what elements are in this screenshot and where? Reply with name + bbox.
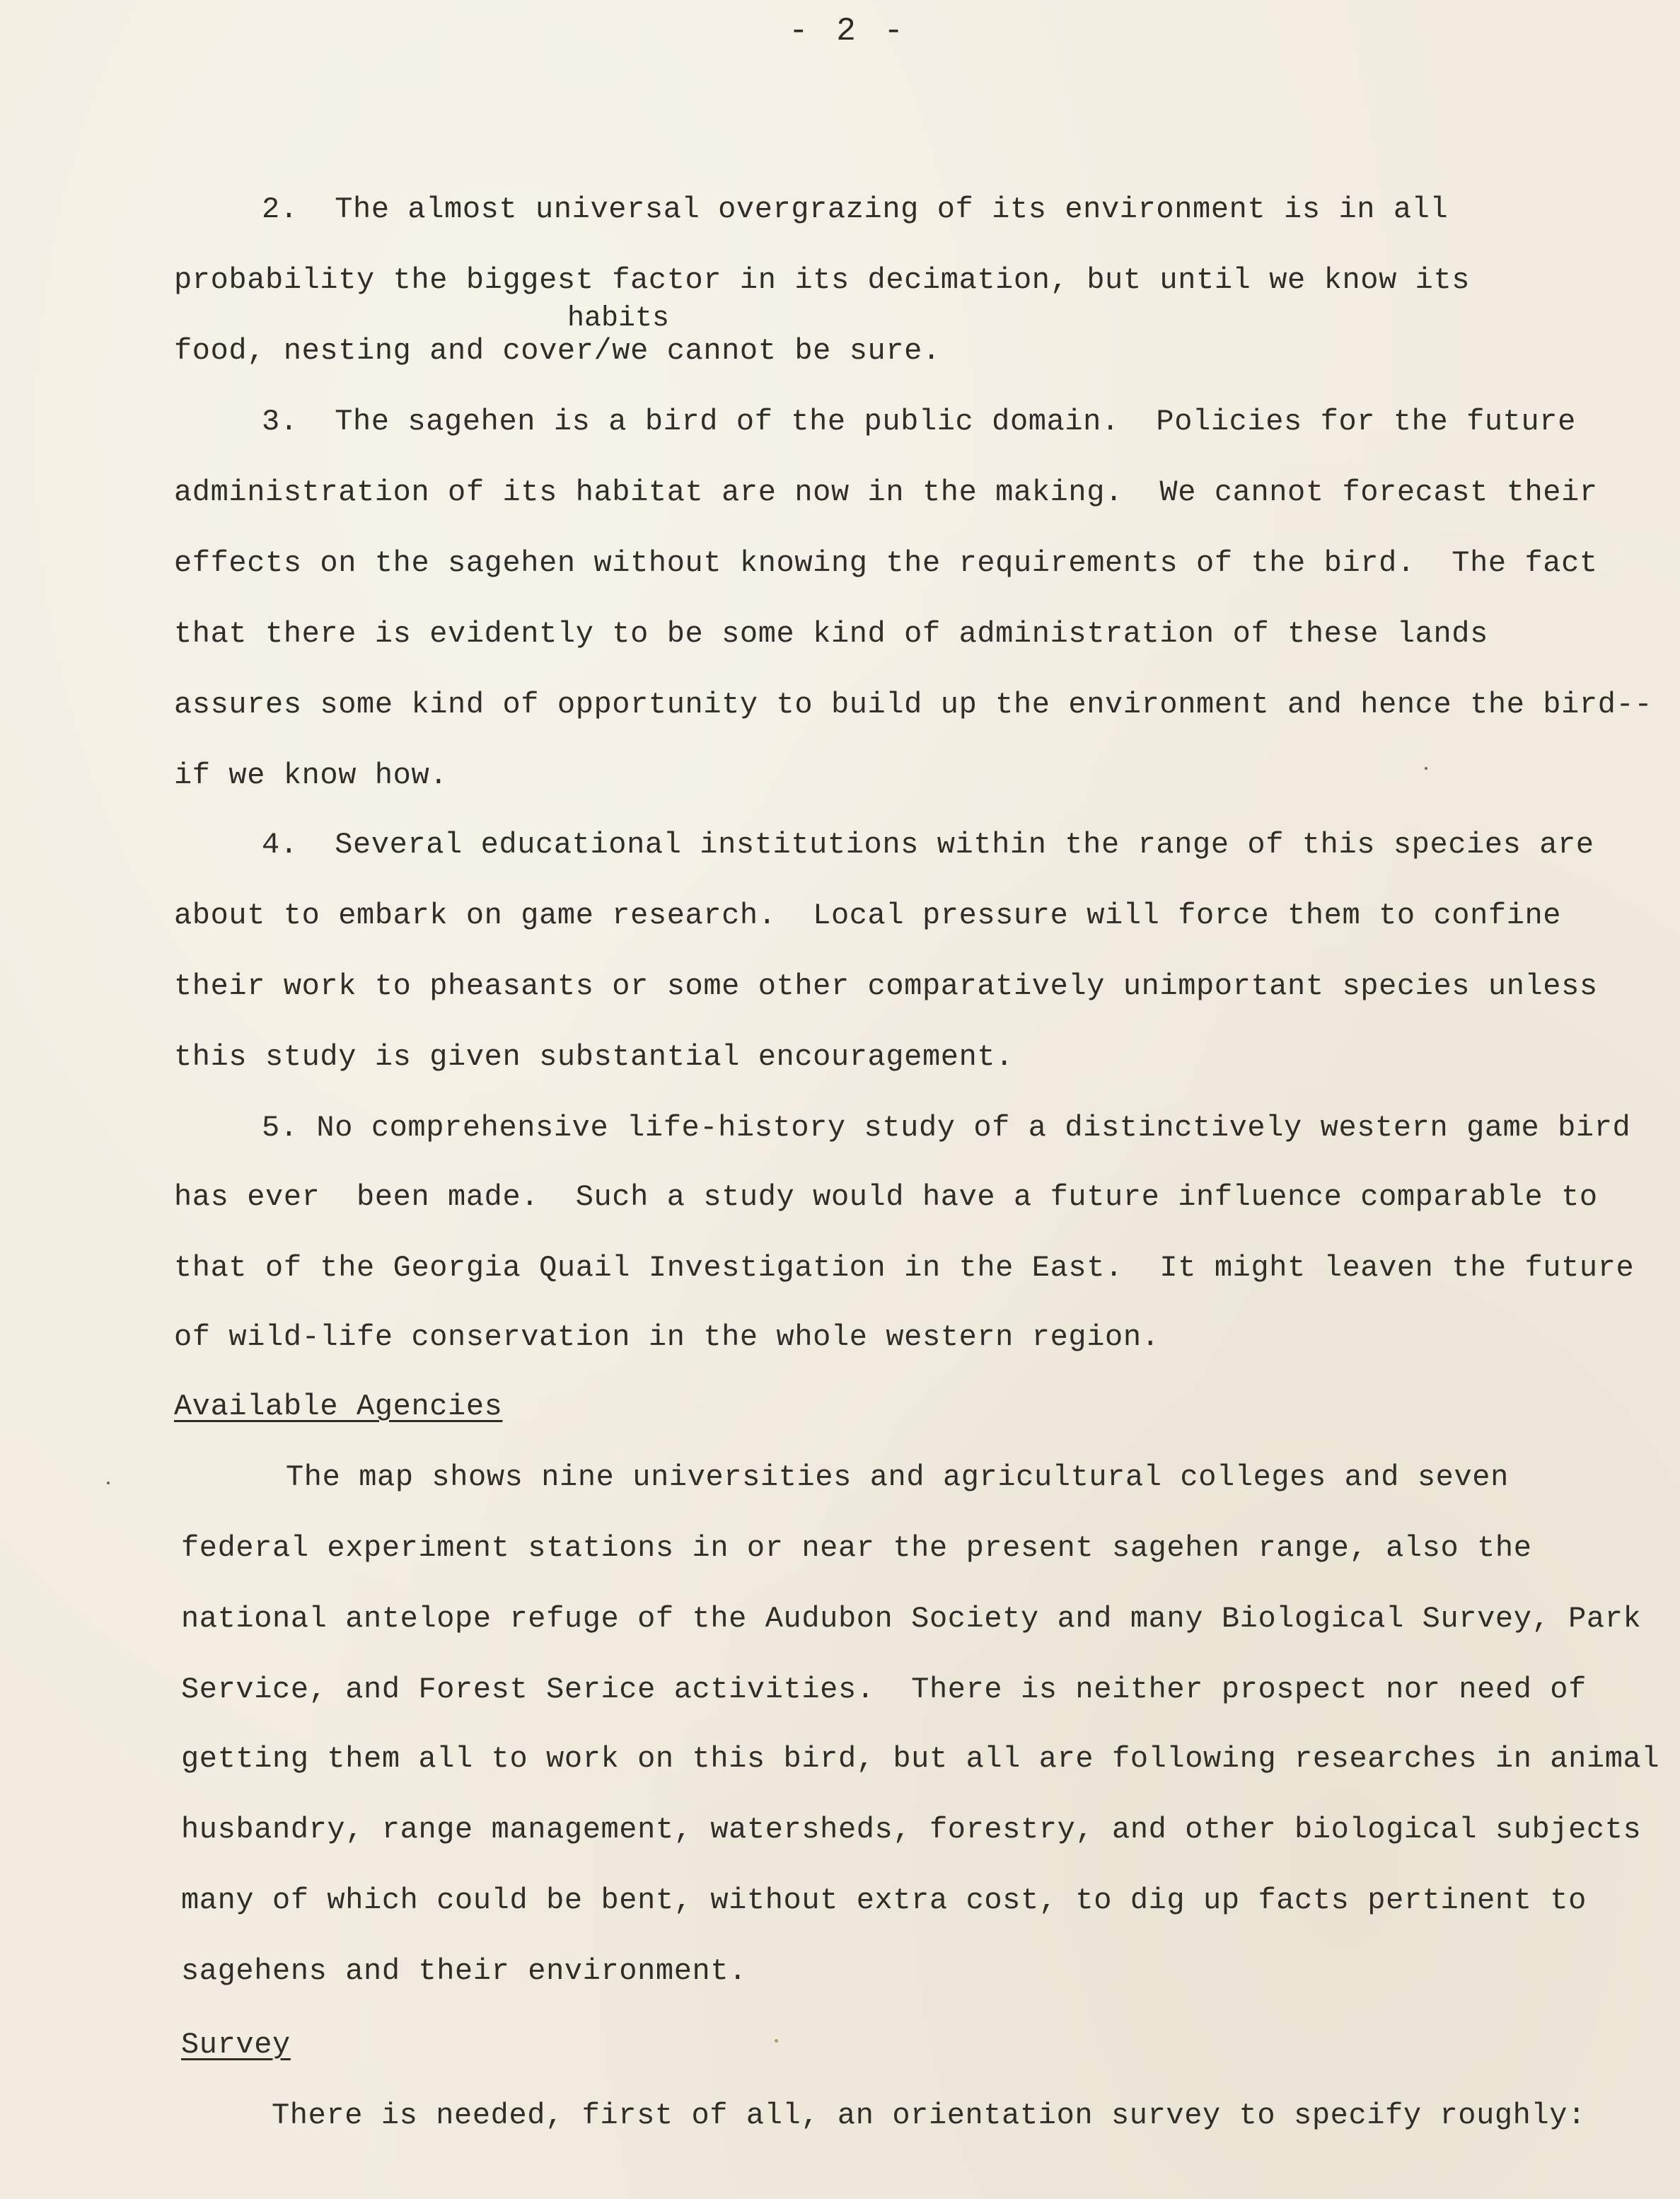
paragraph-3-line-2: administration of its habitat are now in the making. We cannot forecast their	[174, 475, 1598, 509]
paragraph-3-line-1: 3. The sagehen is a bird of the public domain. Policies for the future	[262, 405, 1576, 439]
paragraph-5-line-3: that of the Georgia Quail Investigation in the East. It might leaven the future	[174, 1251, 1635, 1285]
page-number: - 2 -	[789, 13, 908, 50]
section-heading-survey: Survey	[181, 2028, 291, 2062]
survey-line-1: There is needed, first of all, an orientation survey to specify roughly:	[272, 2099, 1586, 2132]
paragraph-3-line-4: that there is evidently to be some kind of administration of these lands	[174, 617, 1488, 651]
agencies-line-4: Service, and Forest Serice activities. There is neither prospect nor need of	[181, 1673, 1587, 1707]
paper-speck	[775, 2039, 778, 2043]
paragraph-4-line-1: 4. Several educational institutions within the range of this species are	[262, 828, 1594, 862]
paragraph-5-line-1: 5. No comprehensive life-history study of a distinctively western game bird	[262, 1111, 1631, 1145]
paragraph-5-line-4: of wild-life conservation in the whole western region.	[174, 1320, 1160, 1354]
paragraph-3-line-5: assures some kind of opportunity to build up the environment and hence the bird--	[174, 688, 1653, 722]
handwritten-insertion: habits	[567, 303, 670, 335]
section-heading-available-agencies: Available Agencies	[174, 1390, 503, 1424]
paragraph-3-line-3: effects on the sagehen without knowing the requirements of the bird. The fact	[174, 546, 1598, 580]
agencies-line-6: husbandry, range management, watersheds, forestry, and other biological subjects	[181, 1813, 1642, 1847]
agencies-line-3: national antelope refuge of the Audubon Society and many Biological Survey, Park	[181, 1602, 1642, 1636]
paragraph-2-line-2: probability the biggest factor in its decimation, but until we know its	[174, 263, 1471, 297]
paragraph-2-line-1: 2. The almost universal overgrazing of its environment is in all	[262, 192, 1449, 226]
paper-speck	[107, 1482, 110, 1484]
paragraph-4-line-4: this study is given substantial encouragement.	[174, 1040, 1014, 1074]
agencies-line-8: sagehens and their environment.	[181, 1954, 747, 1988]
paragraph-4-line-3: their work to pheasants or some other comparatively unimportant species unless	[174, 969, 1598, 1003]
agencies-line-2: federal experiment stations in or near the present sagehen range, also the	[181, 1531, 1532, 1565]
paragraph-3-line-6: if we know how.	[174, 758, 448, 792]
paragraph-2-line-3: food, nesting and cover/we cannot be sure.	[174, 334, 941, 368]
paper-speck	[1425, 767, 1427, 770]
paragraph-4-line-2: about to embark on game research. Local pressure will force them to confine	[174, 899, 1562, 933]
agencies-line-1: The map shows nine universities and agricultural colleges and seven	[286, 1460, 1509, 1494]
paragraph-5-line-2: has ever been made. Such a study would have a future influence comparable to	[174, 1180, 1598, 1214]
agencies-line-7: many of which could be bent, without extra cost, to dig up facts pertinent to	[181, 1883, 1587, 1917]
agencies-line-5: getting them all to work on this bird, but all are following researches in animal	[181, 1742, 1660, 1776]
